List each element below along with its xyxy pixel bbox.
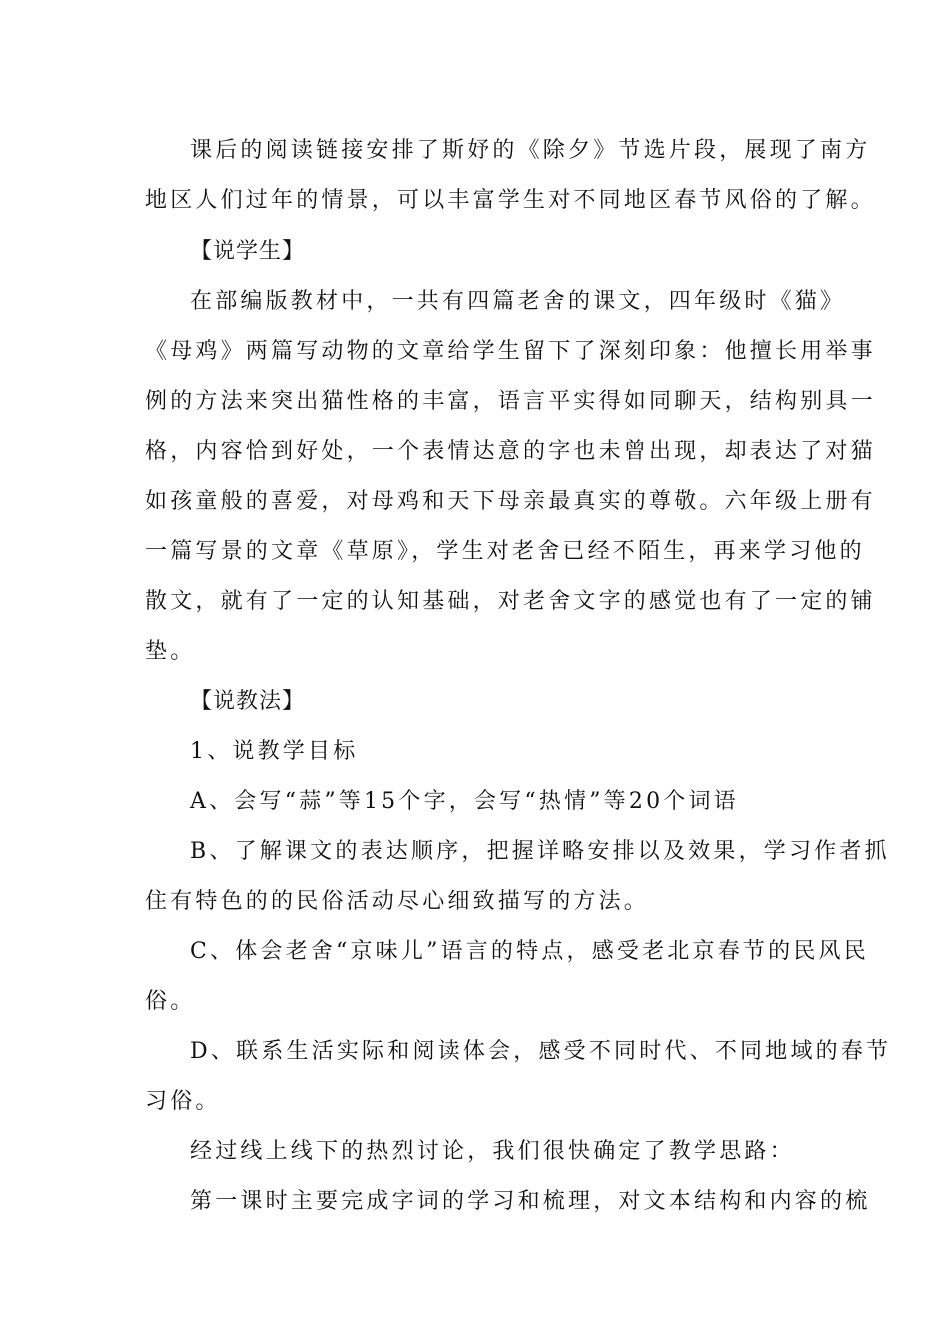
paragraph-line: 一篇写景的文章《草原》，学生对老舍已经不陌生，再来学习他的 (145, 539, 865, 564)
paragraph-line: 课后的阅读链接安排了斯妤的《除夕》节选片段，展现了南方 (190, 138, 871, 163)
paragraph-line: 第一课时主要完成字词的学习和梳理，对文本结构和内容的梳 (190, 1189, 871, 1214)
list-item: A、会写“蒜”等15个字，会写“热情”等20个词语 (190, 789, 739, 814)
list-item: C、体会老舍“京味儿”语言的特点，感受老北京春节的民风民 (190, 939, 869, 964)
paragraph-line: 例的方法来突出猫性格的丰富，语言平实得如同聊天，结构别具一 (145, 389, 876, 414)
section-heading-students: 【说学生】 (190, 239, 306, 264)
paragraph-line: 如孩童般的喜爱，对母鸡和天下母亲最真实的尊敬。六年级上册有 (145, 489, 876, 514)
paragraph-line: 地区人们过年的情景，可以丰富学生对不同地区春节风俗的了解。 (145, 188, 876, 213)
paragraph-line: 在部编版教材中，一共有四篇老舍的课文，四年级时《猫》 (190, 289, 846, 314)
paragraph-line: 经过线上线下的热烈讨论，我们很快确定了教学思路： (190, 1139, 795, 1164)
list-item: 1、说教学目标 (190, 739, 359, 764)
list-item: B、了解课文的表达顺序，把握详略安排以及效果，学习作者抓 (190, 839, 890, 864)
paragraph-line: 格，内容恰到好处，一个表情达意的字也未曾出现，却表达了对猫 (145, 439, 876, 464)
section-heading-teaching-method: 【说教法】 (190, 689, 306, 714)
paragraph-line: 住有特色的的民俗活动尽心细致描写的方法。 (145, 889, 650, 914)
paragraph-line: 《母鸡》两篇写动物的文章给学生留下了深刻印象：他擅长用举事 (145, 339, 876, 364)
paragraph-line: 俗。 (145, 989, 196, 1014)
paragraph-line: 垫。 (145, 639, 196, 664)
list-item: D、联系生活实际和阅读体会，感受不同时代、不同地域的春节 (190, 1039, 892, 1064)
paragraph-line: 习俗。 (145, 1089, 221, 1114)
paragraph-line: 散文，就有了一定的认知基础，对老舍文字的感觉也有了一定的铺 (145, 589, 876, 614)
